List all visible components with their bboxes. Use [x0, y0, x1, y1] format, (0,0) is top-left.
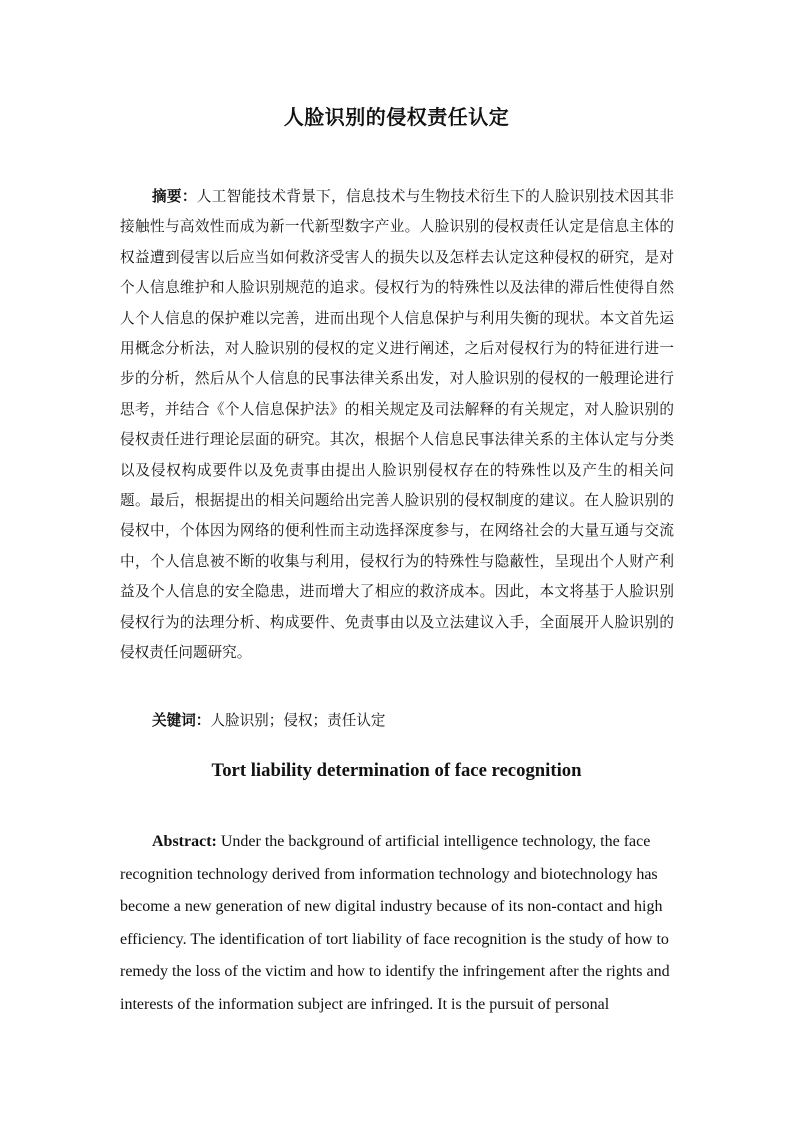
chinese-abstract — [120, 182, 674, 669]
english-abstract-line: interests of the information subject are infringed. It is the pursuit of personal — [120, 995, 610, 1013]
english-abstract-line: recognition technology derived from information technology and biotechnology has — [120, 865, 658, 883]
english-abstract-label: Abstract: — [152, 833, 217, 850]
english-abstract-line — [120, 826, 674, 859]
english-abstract — [120, 826, 674, 1022]
english-abstract-line: become a new generation of new digital industry because of its non-contact and high — [120, 898, 663, 916]
chinese-keywords-text: 人脸识别；侵权；责任认定 — [210, 712, 386, 729]
english-abstract-line: remedy the loss of the victim and how to identify the infringement after the rights and — [120, 963, 670, 981]
english-title: Tort liability determination of face recognition — [211, 760, 582, 781]
english-abstract-line: efficiency. The identification of tort liability of face recognition is the study of how to — [120, 930, 669, 948]
chinese-keywords-label: 关键词： — [152, 712, 211, 729]
chinese-title: 人脸识别的侵权责任认定 — [283, 105, 510, 129]
chinese-keywords — [152, 706, 386, 736]
chinese-abstract-label: 摘要： — [152, 188, 197, 205]
chinese-abstract-text: 人工智能技术背景下，信息技术与生物技术衍生下的人脸识别技术因其非接触性与高效性而成为新一代新型数字产业。人脸识别的侵权责任认定是信息主体的权益遭到侵害以后应当如何救济受害人的损失以及怎样去认定这种侵权的研究，是对个人信息维护和人脸识别规范的追求。侵权行为的特殊性以及法律的滞后性使得自然人个人信息的保护难以完善，进而出现个人信息保护与利用失衡的现状。本文首先运用概念分析法，对人脸识别的侵权的定义进行阐述，之后对侵权行为的特征进行进一步的分析，然后从个人信息的民事法律关系出发，对人脸识别的侵权的一般理论进行思考，并结合《个人信息保护法》的相关规定及司法解释的有关规定，对人脸识别的侵权责任进行理论层面的研究。其次，根据个人信息民事法律关系的主体认定与分类以及侵权构成要件以及免责事由提出人脸识别侵权存在的特殊性以及产生的相关问题。最后，根据提出的相关问题给出完善人脸识别的侵权制度的建议。在人脸识别的侵权中，个体因为网络的便利性而主动选择深度参与，在网络社会的大量互通与交流中，个人信息被不断的收集与利用，侵权行为的特殊性与隐蔽性，呈现出个人财产利益及个人信息的安全隐患，进而增大了相应的救济成本。因此，本文将基于人脸识别侵权行为的法理分析、构成要件、免责事由以及立法建议入手，全面展开人脸识别的侵权责任问题研究。 — [120, 188, 674, 662]
english-abstract-text: Under the background of artificial intelligence technology, the face — [216, 833, 651, 850]
